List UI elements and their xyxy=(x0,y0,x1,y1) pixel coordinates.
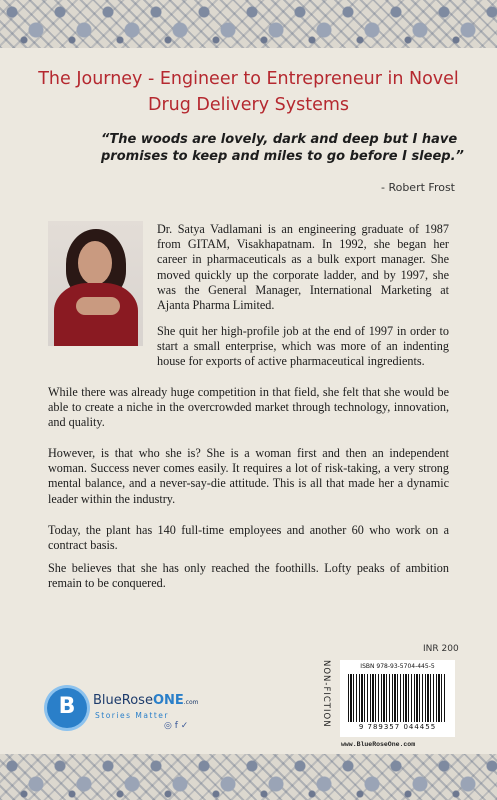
publisher-logo-icon: B xyxy=(47,688,87,728)
barcode-number: 9 789357 044455 xyxy=(358,723,437,731)
publisher-website: www.BlueRoseOne.com xyxy=(341,741,416,748)
bio-paragraph: However, is that who she is? She is a woman first and then an independent woman. Success never comes easily. It requires a lot of risk-taking, a very strong mental balance, and a never-say-die attitude. This is all that made her a dynamic leader within the industry. xyxy=(48,446,449,506)
bio-paragraph: She quit her high-profile job at the end of 1997 in order to start a small enterprise, which was more of an indenting house for exports of active pharmaceutical ingredients. xyxy=(157,324,449,369)
author-photo xyxy=(48,221,143,346)
social-icons: ◎ f ✓ xyxy=(164,721,189,731)
bio-paragraph: She believes that she has only reached the foothills. Lofty peaks of ambition remain to be conquered. xyxy=(48,561,449,591)
genre-label: NON-FICTION xyxy=(321,660,331,728)
isbn-text: ISBN 978-93-5704-445-5 xyxy=(360,663,435,670)
bio-paragraph: While there was already huge competition in that field, she felt that she would be able to create a niche in the overcrowded market through technology, innovation, and quality. xyxy=(48,385,449,430)
barcode-bars xyxy=(348,674,447,722)
top-floral-border xyxy=(0,0,497,48)
quote-author: - Robert Frost xyxy=(380,181,455,194)
publisher-name: BlueRoseONE.com xyxy=(93,693,199,708)
bio-paragraph: Dr. Satya Vadlamani is an engineering graduate of 1987 from GITAM, Visakhapatnam. In 1992, she began her career in pharmaceuticals as a bulk export manager. She moved quickly up the corporate ladder, and by 1997, she was the General Manager, International Marketing at Ajanta Pharma Limited. xyxy=(157,222,449,313)
price-label: INR 200 xyxy=(423,644,459,654)
epigraph-quote: “The woods are lovely, dark and deep but I have promises to keep and miles to go before I sleep.” xyxy=(101,132,464,164)
book-title: The Journey - Engineer to Entrepreneur in Novel Drug Delivery Systems xyxy=(38,69,459,115)
bio-paragraph: Today, the plant has 140 full-time employees and another 60 who work on a contract basis. xyxy=(48,523,449,553)
bottom-floral-border xyxy=(0,754,497,800)
barcode xyxy=(340,660,455,737)
publisher-tagline: Stories Matter xyxy=(95,711,170,720)
